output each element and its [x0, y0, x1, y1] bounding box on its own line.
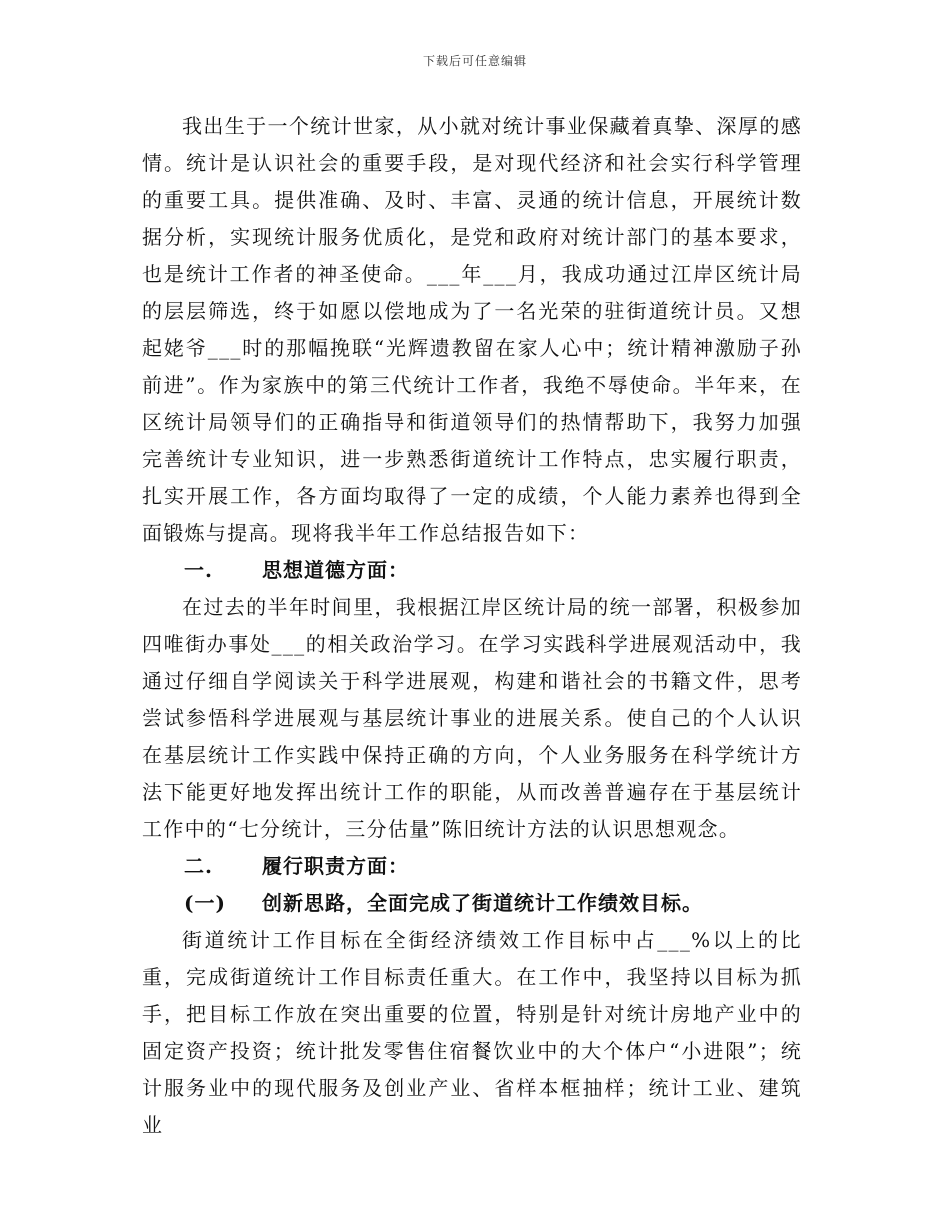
- page-header-note: 下载后可任意编辑: [422, 54, 527, 68]
- document-body: [142, 108, 802, 1144]
- section-title: 履行职责方面：: [262, 854, 409, 878]
- section-title: 思想道德方面：: [262, 558, 409, 582]
- subsection1-paragraph: 街道统计工作目标在全街经济绩效工作目标中占___%以上的比重，完成街道统计工作目标责任重大。在工作中，我坚持以目标为抓手，把目标工作放在突出重要的位置，特别是针对统计房地产业中的固定资产投资；统计批发零售住宿餐饮业中的大个体户“小进限”；统计服务业中的现代服务及创业产业、省样本框抽样；统计工业、建筑业: [142, 928, 802, 1137]
- subsection-number: (一): [184, 891, 226, 915]
- intro-paragraph: 我出生于一个统计世家，从小就对统计事业保藏着真挚、深厚的感情。统计是认识社会的重要手段，是对现代经济和社会实行科学管理的重要工具。提供准确、及时、丰富、灵通的统计信息，开展统计数据分析，实现统计服务优质化，是党和政府对统计部门的基本要求，也是统计工作者的神圣使命。___年___月，我成功通过江岸区统计局的层层筛选，终于如愿以偿地成为了一名光荣的驻街道统计员。又想起姥爷___时的那幅挽联“光辉遗教留在家人心中；统计精神激励子孙前进”。作为家族中的第三代统计工作者，我绝不辱使命。半年来，在区统计局领导们的正确指导和街道领导们的热情帮助下，我努力加强完善统计专业知识，进一步熟悉街道统计工作特点，忠实履行职责，扎实开展工作，各方面均取得了一定的成绩，个人能力素养也得到全面锻炼与提高。现将我半年工作总结报告如下：: [142, 114, 802, 545]
- section-heading-2: [142, 848, 802, 885]
- subsection-title: 创新思路，全面完成了街道统计工作绩效目标。: [262, 891, 703, 915]
- subsection-heading-1: [142, 885, 802, 922]
- section1-paragraph: 在过去的半年时间里，我根据江岸区统计局的统一部署，积极参加四唯街办事处___的相关政治学习。在学习实践科学进展观活动中，我通过仔细自学阅读关于科学进展观，构建和谐社会的书籍文件，思考尝试参悟科学进展观与基层统计事业的进展关系。使自己的个人认识在基层统计工作实践中保持正确的方向，个人业务服务在科学统计方法下能更好地发挥出统计工作的职能，从而改善普遍存在于基层统计工作中的“七分统计，三分估量”陈旧统计方法的认识思想观念。: [142, 595, 802, 841]
- section-number: 一.: [184, 558, 213, 582]
- section-heading-1: [142, 552, 802, 589]
- section-number: 二.: [184, 854, 213, 878]
